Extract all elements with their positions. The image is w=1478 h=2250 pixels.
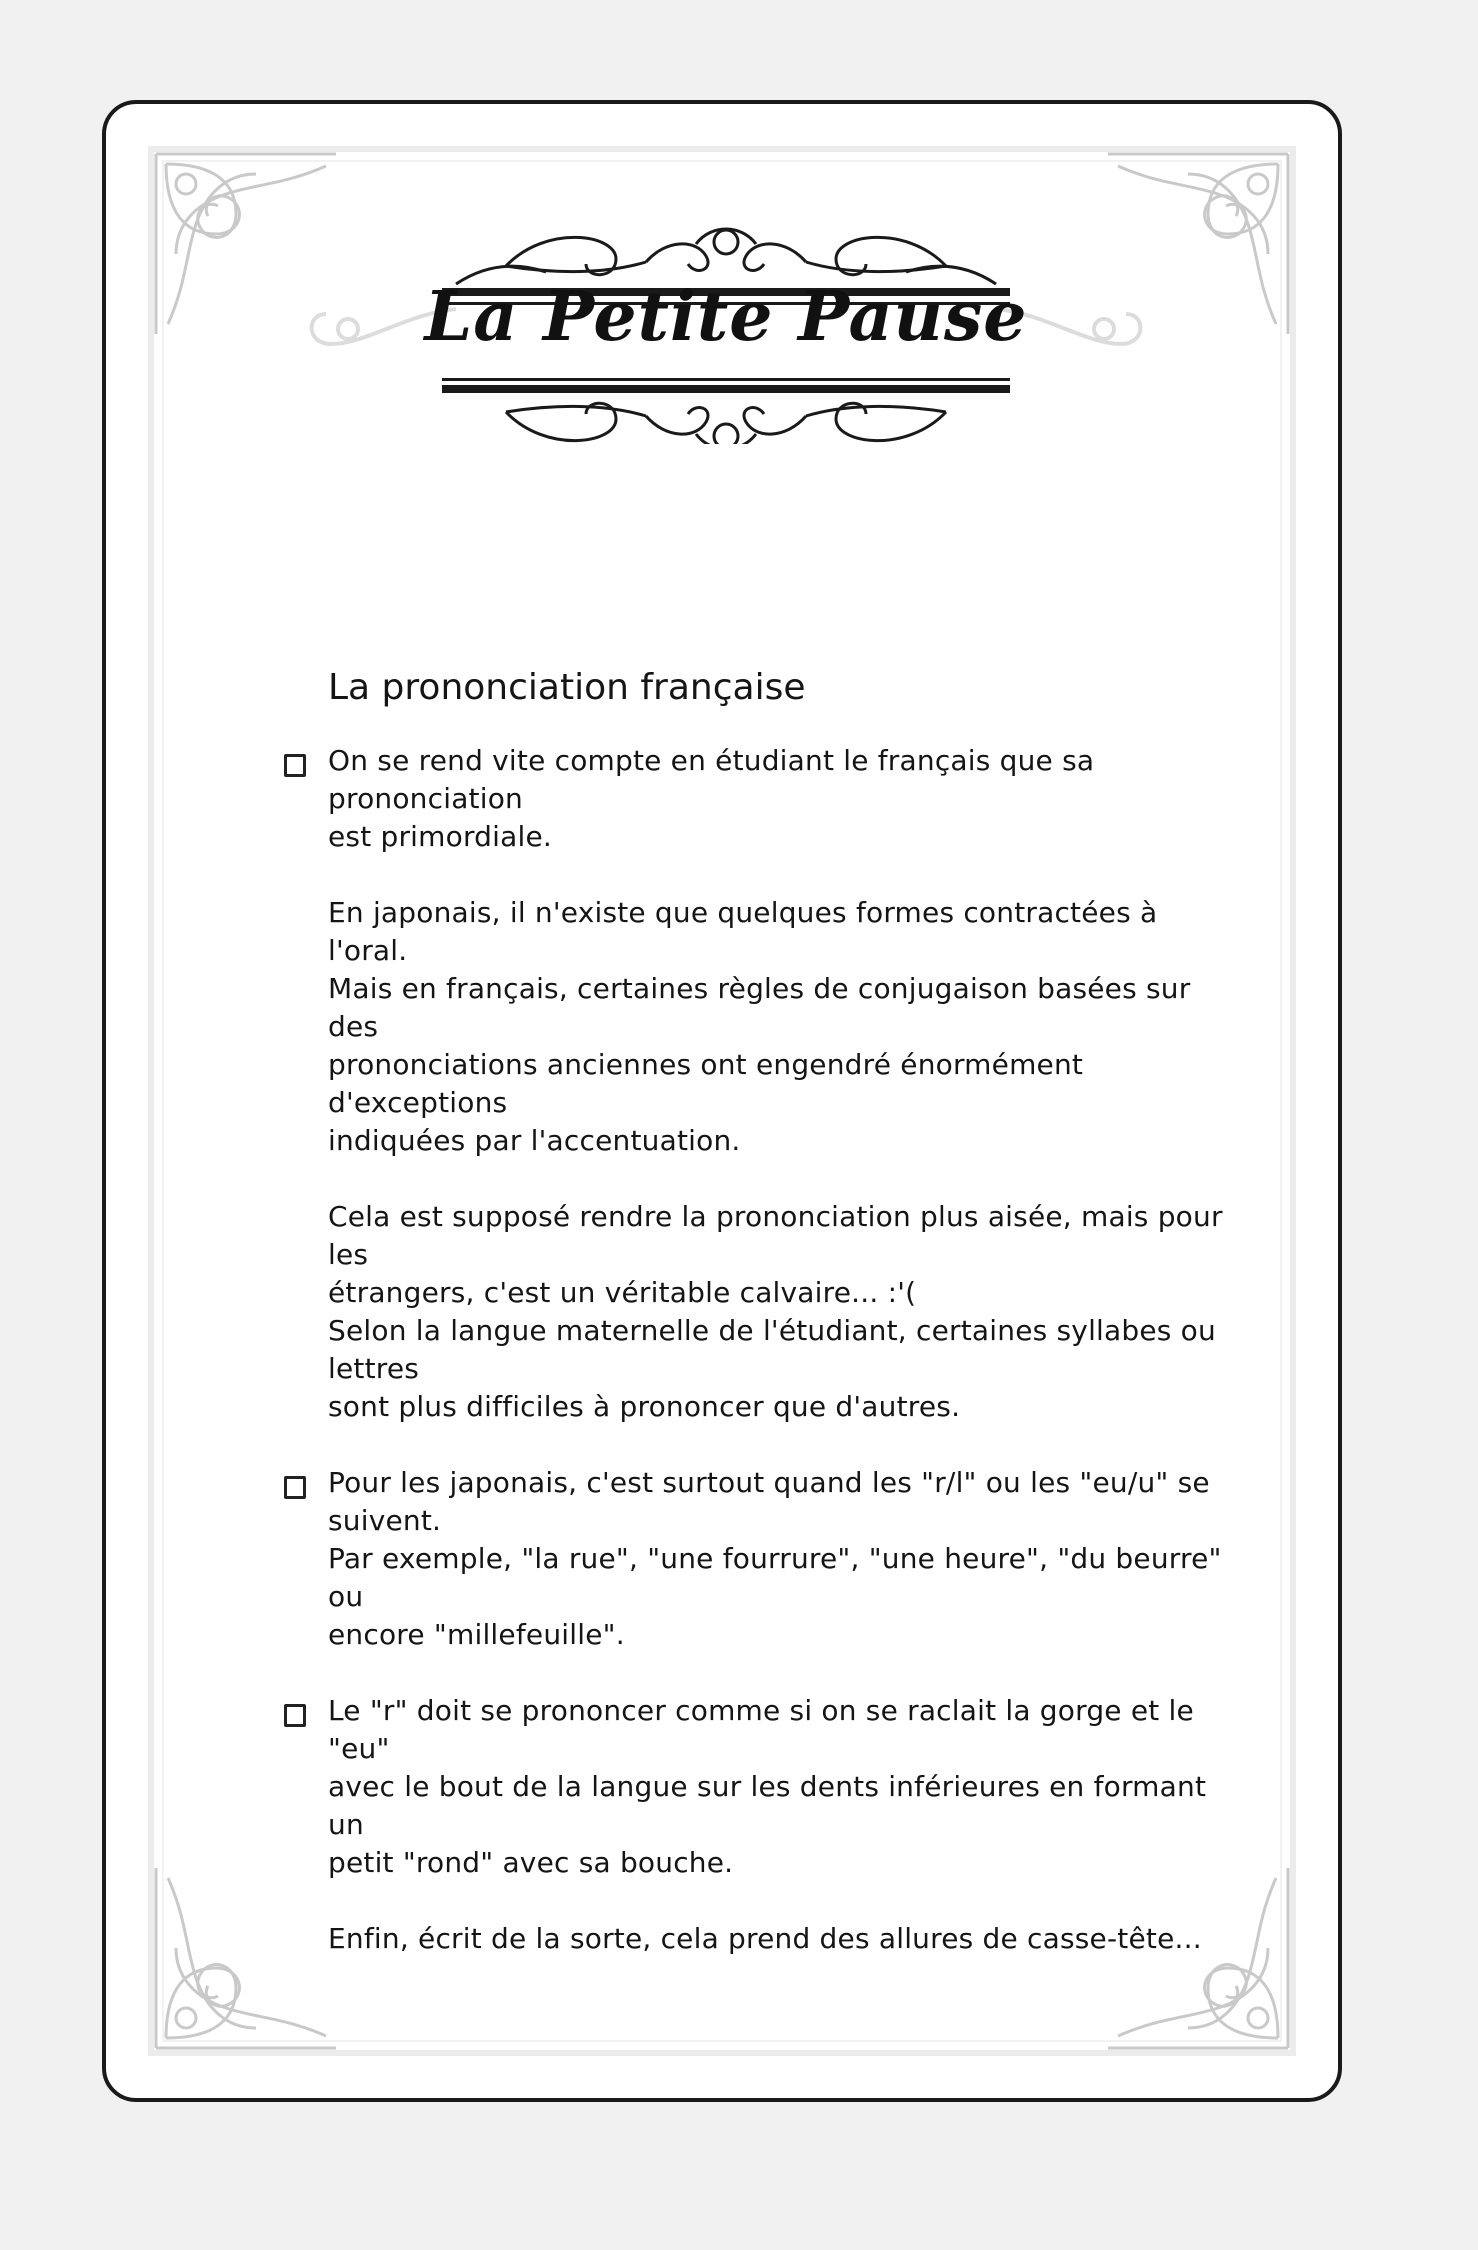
paragraph — [328, 1464, 1244, 1654]
article-title: La prononciation française — [328, 667, 806, 708]
paragraph — [328, 742, 1244, 856]
text-line: étrangers, c'est un véritable calvaire... :'( — [328, 1276, 917, 1309]
text-line: prononciations anciennes ont engendré énormément d'exceptions — [328, 1048, 1084, 1119]
text-line: Enfin, écrit de la sorte, cela prend des allures de casse-tête... — [328, 1922, 1202, 1955]
text-line: Pour les japonais, c'est surtout quand les "r/l" ou les "eu/u" se — [328, 1466, 1210, 1499]
bullet-block — [224, 742, 1244, 1426]
text-line: Mais en français, certaines règles de conjugaison basées sur des — [328, 972, 1191, 1043]
text-line: avec le bout de la langue sur les dents inférieures en formant un — [328, 1770, 1207, 1841]
text-line: suivent. — [328, 1504, 442, 1537]
paragraph — [328, 1198, 1244, 1426]
page-card — [102, 100, 1342, 2102]
checkbox-bullet-icon — [284, 1704, 306, 1727]
text-line: est primordiale. — [328, 820, 553, 853]
text-line: petit "rond" avec sa bouche. — [328, 1846, 734, 1879]
checkbox-bullet-icon — [284, 754, 306, 777]
checkbox-bullet-icon — [284, 1476, 306, 1499]
paragraph — [328, 894, 1244, 1160]
paragraph — [328, 1692, 1244, 1882]
bullet-block — [224, 1464, 1244, 1654]
text-line: encore "millefeuille". — [328, 1618, 625, 1651]
paragraph — [328, 1920, 1244, 1958]
bullet-block — [224, 1692, 1244, 1958]
header-logo — [286, 204, 1166, 444]
text-line: Selon la langue maternelle de l'étudiant, certaines syllabes ou lettres — [328, 1314, 1216, 1385]
article-content — [224, 664, 1244, 1996]
text-line: Par exemple, "la rue", "une fourrure", "une heure", "du beurre" ou — [328, 1542, 1222, 1613]
text-line: En japonais, il n'existe que quelques formes contractées à l'oral. — [328, 896, 1158, 967]
text-line: indiquées par l'accentuation. — [328, 1124, 741, 1157]
logo-title: La Petite Pause — [424, 277, 1028, 357]
text-line: Le "r" doit se prononcer comme si on se raclait la gorge et le "eu" — [328, 1694, 1194, 1765]
text-line: Cela est supposé rendre la prononciation plus aisée, mais pour les — [328, 1200, 1223, 1271]
text-line: sont plus difficiles à prononcer que d'autres. — [328, 1390, 961, 1423]
text-line: On se rend vite compte en étudiant le français que sa prononciation — [328, 744, 1095, 815]
